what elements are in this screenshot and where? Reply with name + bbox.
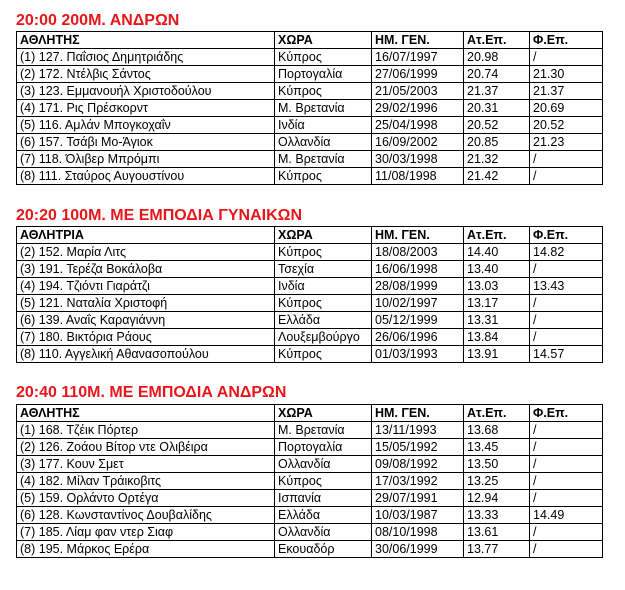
birthdate-cell: 11/08/1998 <box>372 168 464 185</box>
table-row <box>17 524 603 541</box>
table-row <box>17 168 603 185</box>
country-cell: Ελλάδα <box>275 507 372 524</box>
athlete-cell: (3) 177. Κουν Σμετ <box>17 456 275 473</box>
personal-best-cell: 13.68 <box>464 422 530 439</box>
country-cell: Πορτογαλία <box>275 66 372 83</box>
country-cell: Ινδία <box>275 278 372 295</box>
athlete-cell: (2) 126. Ζοάου Βίτορ ντε Ολιβέιρα <box>17 439 275 456</box>
athlete-cell: (7) 118. Όλιβερ Μπρόμπι <box>17 151 275 168</box>
athlete-cell: (3) 123. Εμμανουήλ Χριστοδούλου <box>17 83 275 100</box>
country-cell: Ολλανδία <box>275 456 372 473</box>
header-athlete: ΑΘΛΗΤΗΣ <box>17 405 275 422</box>
header-personal-best: Ατ.Επ. <box>464 227 530 244</box>
birthdate-cell: 28/08/1999 <box>372 278 464 295</box>
personal-best-cell: 13.45 <box>464 439 530 456</box>
personal-best-cell: 13.03 <box>464 278 530 295</box>
birthdate-cell: 15/05/1992 <box>372 439 464 456</box>
birthdate-cell: 29/07/1991 <box>372 490 464 507</box>
event-title-100m-hurdles-women: 20:20 100Μ. ΜΕ ΕΜΠΟΔΙΑ ΓΥΝΑΙΚΩΝ <box>16 207 303 224</box>
personal-best-cell: 20.98 <box>464 49 530 66</box>
country-cell: Ολλανδία <box>275 524 372 541</box>
country-cell: Λουξεμβούργο <box>275 329 372 346</box>
table-row <box>17 329 603 346</box>
season-best-cell: 21.37 <box>530 83 603 100</box>
season-best-cell: / <box>530 422 603 439</box>
personal-best-cell: 13.33 <box>464 507 530 524</box>
birthdate-cell: 16/09/2002 <box>372 134 464 151</box>
country-cell: Κύπρος <box>275 244 372 261</box>
athlete-cell: (6) 128. Κωνσταντίνος Δουβαλίδης <box>17 507 275 524</box>
country-cell: Κύπρος <box>275 295 372 312</box>
birthdate-cell: 30/06/1999 <box>372 541 464 558</box>
header-personal-best: Ατ.Επ. <box>464 32 530 49</box>
header-season-best: Φ.Επ. <box>530 227 603 244</box>
header-birthdate: ΗΜ. ΓΕΝ. <box>372 405 464 422</box>
table-row <box>17 422 603 439</box>
table-row <box>17 439 603 456</box>
season-best-cell: 21.30 <box>530 66 603 83</box>
personal-best-cell: 21.37 <box>464 83 530 100</box>
header-personal-best: Ατ.Επ. <box>464 405 530 422</box>
results-table-100m-hurdles-women <box>16 226 603 363</box>
table-row <box>17 456 603 473</box>
header-athlete: ΑΘΛΗΤΡΙΑ <box>17 227 275 244</box>
birthdate-cell: 09/08/1992 <box>372 456 464 473</box>
table-row <box>17 117 603 134</box>
personal-best-cell: 13.77 <box>464 541 530 558</box>
table-row <box>17 49 603 66</box>
season-best-cell: / <box>530 473 603 490</box>
season-best-cell: / <box>530 524 603 541</box>
season-best-cell: / <box>530 456 603 473</box>
personal-best-cell: 20.52 <box>464 117 530 134</box>
country-cell: Ινδία <box>275 117 372 134</box>
personal-best-cell: 13.31 <box>464 312 530 329</box>
athlete-cell: (3) 191. Τερέζα Βοκάλοβα <box>17 261 275 278</box>
country-cell: Ελλάδα <box>275 312 372 329</box>
country-cell: Κύπρος <box>275 49 372 66</box>
athlete-cell: (1) 168. Τζέικ Πόρτερ <box>17 422 275 439</box>
personal-best-cell: 20.85 <box>464 134 530 151</box>
table-row <box>17 312 603 329</box>
country-cell: Ολλανδία <box>275 134 372 151</box>
country-cell: Ισπανία <box>275 490 372 507</box>
season-best-cell: / <box>530 261 603 278</box>
season-best-cell: / <box>530 490 603 507</box>
season-best-cell: 14.49 <box>530 507 603 524</box>
table-header-row <box>17 227 603 244</box>
header-season-best: Φ.Επ. <box>530 32 603 49</box>
athlete-cell: (7) 180. Βικτόρια Ράους <box>17 329 275 346</box>
athlete-cell: (5) 159. Ορλάντο Ορτέγα <box>17 490 275 507</box>
personal-best-cell: 20.74 <box>464 66 530 83</box>
birthdate-cell: 10/03/1987 <box>372 507 464 524</box>
birthdate-cell: 30/03/1998 <box>372 151 464 168</box>
season-best-cell: / <box>530 541 603 558</box>
personal-best-cell: 13.50 <box>464 456 530 473</box>
table-row <box>17 507 603 524</box>
header-birthdate: ΗΜ. ΓΕΝ. <box>372 32 464 49</box>
season-best-cell: 14.82 <box>530 244 603 261</box>
athlete-cell: (2) 172. Ντέλβις Σάντος <box>17 66 275 83</box>
header-country: ΧΩΡΑ <box>275 405 372 422</box>
season-best-cell: / <box>530 295 603 312</box>
athlete-cell: (1) 127. Παΐσιος Δημητριάδης <box>17 49 275 66</box>
event-title-110m-hurdles-men: 20:40 110Μ. ΜΕ ΕΜΠΟΔΙΑ ΑΝΔΡΩΝ <box>16 384 287 401</box>
athlete-cell: (4) 194. Τζιόντι Γιαράτζι <box>17 278 275 295</box>
season-best-cell: 21.23 <box>530 134 603 151</box>
birthdate-cell: 18/08/2003 <box>372 244 464 261</box>
birthdate-cell: 16/07/1997 <box>372 49 464 66</box>
athlete-cell: (4) 182. Μίλαν Τράικοβιτς <box>17 473 275 490</box>
results-table-200m-men <box>16 31 603 185</box>
athlete-cell: (8) 111. Σταύρος Αυγουστίνου <box>17 168 275 185</box>
header-season-best: Φ.Επ. <box>530 405 603 422</box>
birthdate-cell: 26/06/1996 <box>372 329 464 346</box>
personal-best-cell: 13.40 <box>464 261 530 278</box>
country-cell: Μ. Βρετανία <box>275 422 372 439</box>
country-cell: Κύπρος <box>275 168 372 185</box>
personal-best-cell: 13.25 <box>464 473 530 490</box>
event-title-200m-men: 20:00 200Μ. ΑΝΔΡΩΝ <box>16 12 180 29</box>
season-best-cell: 13.43 <box>530 278 603 295</box>
season-best-cell: / <box>530 312 603 329</box>
table-row <box>17 134 603 151</box>
table-row <box>17 83 603 100</box>
table-header-row <box>17 405 603 422</box>
birthdate-cell: 25/04/1998 <box>372 117 464 134</box>
athlete-cell: (6) 157. Τσάβι Μο-Άγιοκ <box>17 134 275 151</box>
country-cell: Κύπρος <box>275 83 372 100</box>
athlete-cell: (2) 152. Μαρία Λιτς <box>17 244 275 261</box>
athlete-cell: (8) 110. Αγγελική Αθανασοπούλου <box>17 346 275 363</box>
table-row <box>17 278 603 295</box>
header-country: ΧΩΡΑ <box>275 32 372 49</box>
personal-best-cell: 13.91 <box>464 346 530 363</box>
athlete-cell: (4) 171. Ρις Πρέσκορντ <box>17 100 275 117</box>
results-table-110m-hurdles-men <box>16 404 603 558</box>
season-best-cell: 20.69 <box>530 100 603 117</box>
table-row <box>17 66 603 83</box>
table-row <box>17 295 603 312</box>
personal-best-cell: 13.84 <box>464 329 530 346</box>
header-athlete: ΑΘΛΗΤΗΣ <box>17 32 275 49</box>
header-country: ΧΩΡΑ <box>275 227 372 244</box>
personal-best-cell: 20.31 <box>464 100 530 117</box>
header-birthdate: ΗΜ. ΓΕΝ. <box>372 227 464 244</box>
personal-best-cell: 21.32 <box>464 151 530 168</box>
country-cell: Μ. Βρετανία <box>275 100 372 117</box>
birthdate-cell: 13/11/1993 <box>372 422 464 439</box>
personal-best-cell: 21.42 <box>464 168 530 185</box>
season-best-cell: 14.57 <box>530 346 603 363</box>
country-cell: Τσεχία <box>275 261 372 278</box>
birthdate-cell: 29/02/1996 <box>372 100 464 117</box>
table-row <box>17 490 603 507</box>
athlete-cell: (5) 121. Ναταλία Χριστοφή <box>17 295 275 312</box>
country-cell: Κύπρος <box>275 473 372 490</box>
season-best-cell: 20.52 <box>530 117 603 134</box>
athlete-cell: (7) 185. Λίαμ φαν ντερ Σιαφ <box>17 524 275 541</box>
season-best-cell: / <box>530 151 603 168</box>
birthdate-cell: 08/10/1998 <box>372 524 464 541</box>
country-cell: Μ. Βρετανία <box>275 151 372 168</box>
country-cell: Εκουαδόρ <box>275 541 372 558</box>
athlete-cell: (5) 116. Αμλάν Μπογκοχαΐν <box>17 117 275 134</box>
season-best-cell: / <box>530 168 603 185</box>
table-row <box>17 346 603 363</box>
country-cell: Κύπρος <box>275 346 372 363</box>
table-row <box>17 473 603 490</box>
birthdate-cell: 10/02/1997 <box>372 295 464 312</box>
birthdate-cell: 27/06/1999 <box>372 66 464 83</box>
birthdate-cell: 21/05/2003 <box>372 83 464 100</box>
personal-best-cell: 13.61 <box>464 524 530 541</box>
table-header-row <box>17 32 603 49</box>
athlete-cell: (8) 195. Μάρκος Ερέρα <box>17 541 275 558</box>
birthdate-cell: 01/03/1993 <box>372 346 464 363</box>
personal-best-cell: 12.94 <box>464 490 530 507</box>
athlete-cell: (6) 139. Αναΐς Καραγιάννη <box>17 312 275 329</box>
personal-best-cell: 14.40 <box>464 244 530 261</box>
season-best-cell: / <box>530 439 603 456</box>
table-row <box>17 100 603 117</box>
birthdate-cell: 05/12/1999 <box>372 312 464 329</box>
birthdate-cell: 17/03/1992 <box>372 473 464 490</box>
season-best-cell: / <box>530 329 603 346</box>
birthdate-cell: 16/06/1998 <box>372 261 464 278</box>
table-row <box>17 261 603 278</box>
season-best-cell: / <box>530 49 603 66</box>
personal-best-cell: 13.17 <box>464 295 530 312</box>
table-row <box>17 541 603 558</box>
country-cell: Πορτογαλία <box>275 439 372 456</box>
table-row <box>17 151 603 168</box>
table-row <box>17 244 603 261</box>
